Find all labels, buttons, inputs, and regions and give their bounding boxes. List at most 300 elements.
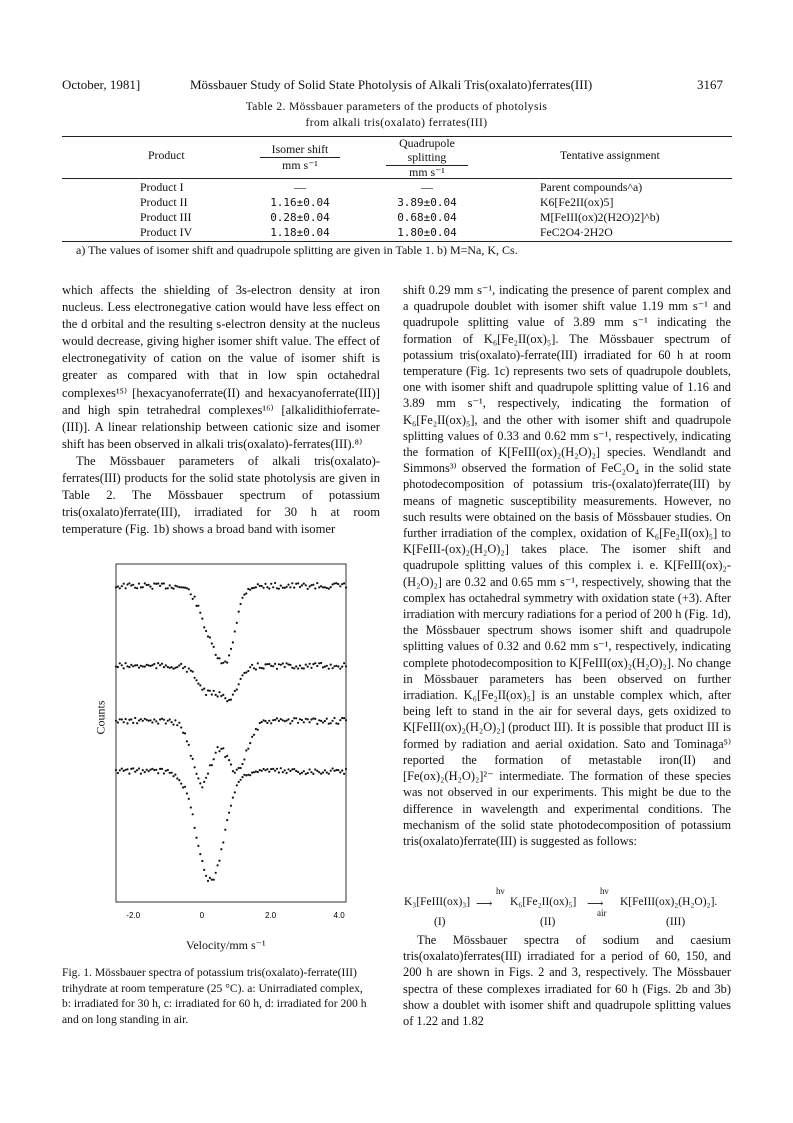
data-point: [184, 587, 186, 589]
data-point: [178, 722, 180, 724]
spectrum-a: [115, 582, 347, 665]
data-point: [220, 662, 222, 664]
data-point: [234, 772, 236, 774]
data-point: [222, 747, 224, 749]
data-point: [284, 769, 286, 771]
data-point: [180, 663, 182, 665]
data-point: [224, 756, 226, 758]
data-point: [333, 582, 335, 584]
row4-isomer: 1.18±0.04: [270, 226, 330, 239]
data-point: [263, 719, 265, 721]
data-point: [238, 781, 240, 783]
data-point: [153, 663, 155, 665]
data-point: [263, 768, 265, 770]
data-point: [330, 770, 332, 772]
data-point: [259, 667, 261, 669]
data-point: [209, 764, 211, 766]
data-point: [295, 717, 297, 719]
data-point: [257, 583, 259, 585]
data-point: [276, 668, 278, 670]
data-point: [289, 664, 291, 666]
data-point: [318, 586, 320, 588]
row3-isomer: 0.28±0.04: [270, 211, 330, 224]
data-point: [305, 718, 307, 720]
data-point: [146, 769, 148, 771]
col-quad-2: splitting: [407, 150, 447, 164]
data-point: [234, 791, 236, 793]
scheme-reactant: K₃[FeIII(ox)₃]: [404, 896, 471, 908]
data-point: [341, 583, 343, 585]
row3-quad: 0.68±0.04: [397, 211, 457, 224]
data-point: [257, 729, 259, 731]
data-point: [186, 587, 188, 589]
data-point: [184, 666, 186, 668]
data-point: [169, 584, 171, 586]
data-point: [314, 587, 316, 589]
data-point: [341, 769, 343, 771]
data-point: [339, 719, 341, 721]
data-point: [148, 720, 150, 722]
data-point: [169, 667, 171, 669]
data-point: [297, 722, 299, 724]
data-point: [115, 586, 117, 588]
data-point: [236, 688, 238, 690]
data-point: [117, 721, 119, 723]
data-point: [117, 772, 119, 774]
data-point: [297, 771, 299, 773]
data-point: [240, 767, 242, 769]
data-point: [153, 582, 155, 584]
data-point: [322, 721, 324, 723]
data-point: [205, 694, 207, 696]
data-point: [261, 721, 263, 723]
data-point: [291, 667, 293, 669]
data-point: [251, 772, 253, 774]
data-point: [176, 666, 178, 668]
data-point: [123, 721, 125, 723]
data-point: [286, 662, 288, 664]
data-point: [226, 755, 228, 757]
data-point: [174, 667, 176, 669]
data-point: [341, 666, 343, 668]
data-point: [272, 768, 274, 770]
data-point: [234, 690, 236, 692]
data-point: [230, 648, 232, 650]
data-point: [130, 768, 132, 770]
data-point: [287, 768, 289, 770]
data-point: [307, 772, 309, 774]
data-point: [186, 792, 188, 794]
data-point: [134, 664, 136, 666]
data-point: [184, 786, 186, 788]
data-point: [194, 677, 196, 679]
data-point: [289, 770, 291, 772]
data-point: [195, 837, 197, 839]
data-point: [172, 724, 174, 726]
data-point: [115, 769, 117, 771]
data-point: [151, 721, 153, 723]
data-point: [184, 732, 186, 734]
data-point: [161, 768, 163, 770]
col-isomer-unit: mm s⁻¹: [282, 158, 318, 172]
data-point: [138, 667, 140, 669]
data-point: [121, 664, 123, 666]
data-point: [174, 774, 176, 776]
data-point: [339, 585, 341, 587]
data-point: [324, 666, 326, 668]
data-point: [165, 587, 167, 589]
data-point: [322, 771, 324, 773]
data-point: [243, 672, 245, 674]
data-point: [232, 641, 234, 643]
data-point: [287, 663, 289, 665]
data-point: [295, 665, 297, 667]
data-point: [324, 586, 326, 588]
data-point: [255, 586, 257, 588]
data-point: [335, 582, 337, 584]
data-point: [121, 585, 123, 587]
data-point: [199, 612, 201, 614]
data-point: [117, 666, 119, 668]
data-point: [205, 875, 207, 877]
data-point: [230, 699, 232, 701]
data-point: [282, 662, 284, 664]
data-point: [194, 827, 196, 829]
data-point: [310, 718, 312, 720]
scheme-hv-1: hν: [496, 886, 505, 896]
data-point: [188, 798, 190, 800]
data-point: [303, 770, 305, 772]
data-point: [243, 758, 245, 760]
data-point: [228, 654, 230, 656]
data-point: [326, 718, 328, 720]
data-point: [136, 587, 138, 589]
data-point: [182, 586, 184, 588]
data-point: [274, 770, 276, 772]
data-point: [134, 717, 136, 719]
data-point: [217, 657, 219, 659]
data-point: [251, 736, 253, 738]
data-point: [126, 768, 128, 770]
data-point: [136, 664, 138, 666]
data-point: [153, 769, 155, 771]
data-point: [295, 583, 297, 585]
data-point: [253, 587, 255, 589]
data-point: [132, 584, 134, 586]
data-point: [228, 699, 230, 701]
data-point: [140, 665, 142, 667]
data-point: [218, 691, 220, 693]
data-point: [249, 666, 251, 668]
data-point: [333, 770, 335, 772]
data-point: [245, 749, 247, 751]
data-point: [148, 664, 150, 666]
data-point: [266, 768, 268, 770]
data-point: [207, 773, 209, 775]
data-point: [280, 767, 282, 769]
data-point: [149, 586, 151, 588]
data-point: [180, 783, 182, 785]
figure-caption: Fig. 1. Mössbauer spectra of potassium tris(oxalato)-ferrate(III) trihydrate at room temperature (25 °C). a: Unirradiated complex, b: irradiated for 30 h, c: irradiated for 60 h, d: irradiated for 200 h and on long standing in air.: [62, 966, 367, 1026]
data-point: [157, 662, 159, 664]
data-point: [337, 665, 339, 667]
data-point: [188, 588, 190, 590]
data-point: [125, 587, 127, 589]
data-point: [211, 879, 213, 881]
data-point: [330, 586, 332, 588]
data-point: [165, 770, 167, 772]
data-point: [305, 773, 307, 775]
data-point: [176, 724, 178, 726]
data-point: [142, 720, 144, 722]
data-point: [125, 769, 127, 771]
data-point: [238, 611, 240, 613]
data-point: [312, 663, 314, 665]
data-point: [215, 872, 217, 874]
data-point: [276, 717, 278, 719]
col-quad-unit: mm s⁻¹: [409, 165, 445, 179]
data-point: [266, 586, 268, 588]
data-point: [278, 588, 280, 590]
plot-frame: [116, 564, 346, 902]
data-point: [218, 657, 220, 659]
data-point: [176, 585, 178, 587]
data-point: [289, 722, 291, 724]
data-point: [186, 671, 188, 673]
data-point: [218, 750, 220, 752]
data-point: [303, 583, 305, 585]
data-point: [297, 582, 299, 584]
x-tick-labels: [126, 911, 345, 920]
data-point: [201, 786, 203, 788]
data-point: [167, 666, 169, 668]
data-point: [148, 584, 150, 586]
col-quad-1: Quadrupole: [399, 136, 455, 150]
data-point: [253, 771, 255, 773]
data-point: [220, 848, 222, 850]
data-point: [293, 717, 295, 719]
data-point: [224, 829, 226, 831]
data-point: [326, 771, 328, 773]
data-point: [305, 584, 307, 586]
data-point: [270, 768, 272, 770]
y-axis-label: Counts: [93, 700, 108, 735]
data-point: [241, 763, 243, 765]
data-point: [284, 720, 286, 722]
data-point: [316, 770, 318, 772]
data-point: [157, 582, 159, 584]
data-point: [312, 773, 314, 775]
data-point: [299, 665, 301, 667]
spectra-group: [115, 582, 347, 882]
data-point: [328, 773, 330, 775]
data-point: [182, 667, 184, 669]
right-column-end: [403, 932, 731, 1029]
data-point: [291, 582, 293, 584]
data-point: [195, 679, 197, 681]
data-point: [169, 772, 171, 774]
data-point: [144, 771, 146, 773]
data-point: [240, 678, 242, 680]
data-point: [253, 667, 255, 669]
data-point: [293, 587, 295, 589]
data-point: [215, 752, 217, 754]
data-point: [159, 585, 161, 587]
data-point: [167, 720, 169, 722]
data-point: [322, 586, 324, 588]
data-point: [140, 718, 142, 720]
data-point: [119, 662, 121, 664]
data-point: [297, 668, 299, 670]
data-point: [123, 583, 125, 585]
data-point: [209, 877, 211, 879]
data-point: [199, 853, 201, 855]
data-point: [205, 630, 207, 632]
data-point: [318, 771, 320, 773]
data-point: [245, 774, 247, 776]
data-point: [159, 664, 161, 666]
data-point: [132, 722, 134, 724]
data-point: [253, 734, 255, 736]
row3-assign: M[FeIII(ox)2(H2O)2]^b): [540, 210, 660, 224]
data-point: [121, 768, 123, 770]
data-point: [153, 718, 155, 720]
data-point: [126, 583, 128, 585]
data-point: [266, 663, 268, 665]
scheme-hv-2: hν: [600, 886, 609, 896]
table-header-rule: [62, 178, 732, 179]
data-point: [343, 582, 345, 584]
data-point: [345, 587, 347, 589]
data-point: [339, 668, 341, 670]
figure-1: [108, 556, 354, 936]
table-caption-line1: Table 2. Mössbauer parameters of the products of photolysis: [245, 101, 548, 113]
data-point: [305, 664, 307, 666]
data-point: [310, 667, 312, 669]
data-point: [174, 585, 176, 587]
data-point: [299, 773, 301, 775]
data-point: [316, 582, 318, 584]
data-point: [207, 880, 209, 882]
data-point: [207, 635, 209, 637]
data-point: [138, 583, 140, 585]
data-point: [333, 665, 335, 667]
data-point: [172, 668, 174, 670]
data-point: [312, 584, 314, 586]
data-point: [167, 769, 169, 771]
data-point: [280, 585, 282, 587]
data-point: [278, 771, 280, 773]
data-point: [316, 665, 318, 667]
col-product: Product: [148, 148, 185, 162]
data-point: [274, 719, 276, 721]
data-point: [222, 662, 224, 664]
data-point: [320, 720, 322, 722]
data-point: [345, 665, 347, 667]
data-point: [245, 671, 247, 673]
data-point: [247, 588, 249, 590]
x-axis-label: Velocity/mm s⁻¹: [186, 938, 266, 952]
data-point: [243, 594, 245, 596]
data-point: [241, 776, 243, 778]
data-point: [194, 766, 196, 768]
data-point: [128, 582, 130, 584]
data-point: [186, 740, 188, 742]
data-point: [130, 584, 132, 586]
data-point: [286, 772, 288, 774]
data-point: [220, 695, 222, 697]
data-point: [209, 636, 211, 638]
scheme-product: K[FeIII(ox)₂(H₂O)₂].: [620, 896, 718, 908]
data-point: [289, 586, 291, 588]
data-point: [345, 768, 347, 770]
data-point: [157, 723, 159, 725]
data-point: [182, 786, 184, 788]
data-point: [332, 583, 334, 585]
data-point: [140, 586, 142, 588]
data-point: [203, 688, 205, 690]
data-point: [171, 772, 173, 774]
x-tick-label: 0: [199, 911, 205, 920]
data-point: [155, 583, 157, 585]
data-point: [307, 588, 309, 590]
data-point: [264, 720, 266, 722]
data-point: [201, 618, 203, 620]
data-point: [197, 605, 199, 607]
data-point: [211, 693, 213, 695]
data-point: [155, 667, 157, 669]
table-caption-line2: from alkali tris(oxalato) ferrates(III): [305, 117, 488, 129]
data-point: [146, 584, 148, 586]
data-point: [263, 667, 265, 669]
data-point: [205, 777, 207, 779]
data-point: [132, 767, 134, 769]
data-point: [119, 769, 121, 771]
data-point: [163, 772, 165, 774]
data-point: [307, 666, 309, 668]
data-point: [335, 769, 337, 771]
row2-assign: K6[Fe2II(ox)5]: [540, 195, 614, 209]
data-point: [194, 596, 196, 598]
data-point: [274, 663, 276, 665]
data-point: [326, 587, 328, 589]
data-point: [320, 662, 322, 664]
data-point: [261, 770, 263, 772]
data-point: [282, 587, 284, 589]
data-point: [188, 667, 190, 669]
data-point: [226, 700, 228, 702]
data-point: [268, 588, 270, 590]
row4-quad: 1.80±0.04: [397, 226, 457, 239]
data-point: [301, 667, 303, 669]
data-point: [236, 784, 238, 786]
row1-assign: Parent compounds^a): [540, 180, 643, 194]
data-point: [149, 665, 151, 667]
data-point: [270, 583, 272, 585]
data-point: [282, 771, 284, 773]
data-point: [192, 598, 194, 600]
data-point: [201, 689, 203, 691]
data-point: [270, 722, 272, 724]
data-point: [310, 771, 312, 773]
data-point: [149, 719, 151, 721]
data-point: [309, 768, 311, 770]
data-point: [134, 587, 136, 589]
data-point: [268, 720, 270, 722]
data-point: [320, 585, 322, 587]
data-point: [161, 718, 163, 720]
data-point: [197, 683, 199, 685]
